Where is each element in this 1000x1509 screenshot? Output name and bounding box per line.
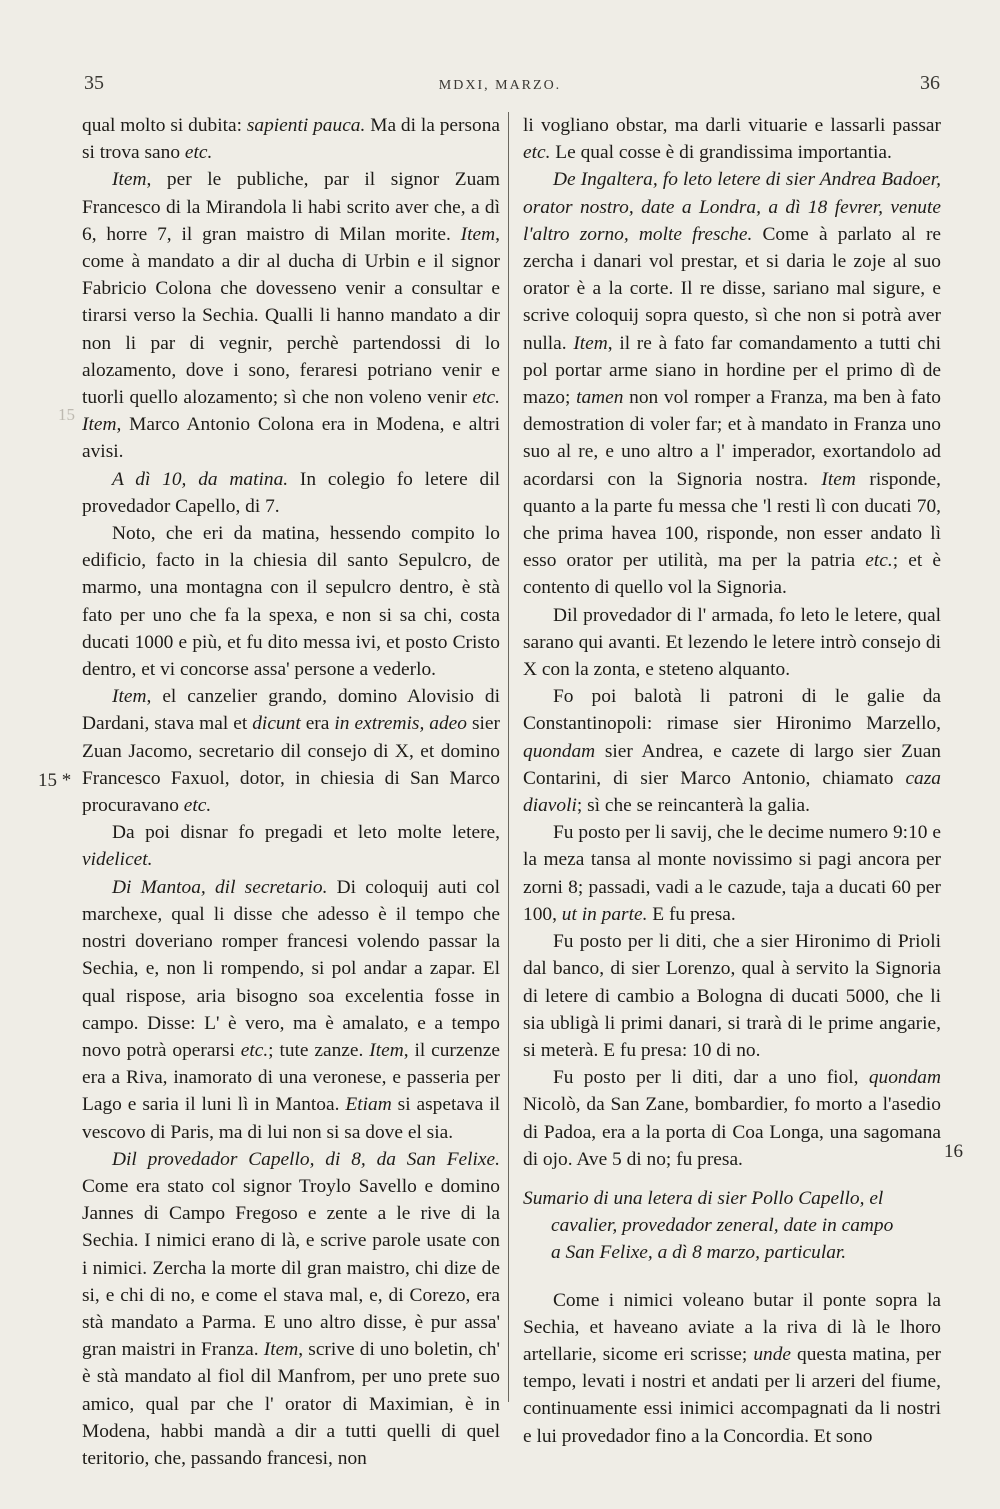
summary-heading-line-3: a San Felixe, a dì 8 marzo, particular. xyxy=(551,1242,847,1264)
paragraph: Item, per le publiche, par il signor Zuam Francesco di la Mirandola li habi scrito aver che, a dì 6, horre 7, il gran maistro di Milan morite. Item, come à mandato a dir al ducha di Urbin e il signor Fabricio Colona che dovesseno venir a consultar e tirarsi verso la Sechia. Qualli li hanno mandato a dir non li par di vegnir, perchè partendossi di lo alozamento, dove i sono, feraresi potriano venir e tuorli quello alozamento; sì che non voleno venir etc. Item, Marco Antonio Colona era in Modena, e altri avisi. xyxy=(82,169,500,463)
summary-heading-line-1: Sumario di una letera di sier Pollo Capello, el xyxy=(523,1187,884,1209)
column-divider xyxy=(508,112,509,1402)
margin-line-number: 15 xyxy=(58,405,75,424)
summary-heading-line-2: cavalier, provedador zeneral, date in campo xyxy=(551,1215,894,1237)
paragraph: De Ingaltera, fo leto letere di sier Andrea Badoer, orator nostro, date a Londra, a dì 18 fevrer, venute l'altro zorno, molte fresche. Come à parlato al re zercha i danari vol prestar, et si daria le zoje al suo orator è a la corte. Il re disse, sariano mal sigure, e scrive coloquij sopra questo, sì che non si potrà aver nulla. Item, il re à fato far comandamento a tutti chi pol portar arme siano in hordine per el primo dì de mazo; tamen non vol romper a Franza, ma ben à fato demostration di voler far; et à mandato in Franza uno suo al re, e uno altro a l' imperador, exortandolo ad acordarsi con la Signoria nostra. Item risponde, quanto a la parte fu messa che 'l resti lì con ducati 70, che prima havea 100, risponde, non esser andato lì esso orator per utilità, ma per la patria etc.; et è contento di quello vol la Signoria. xyxy=(523,169,942,599)
paragraph: Fu posto per li savij, che le decime numero 9:10 e la meza tansa al monte novissimo si pagi ancora per zorni 8; passadi, vadi a le cazude, taja a ducati 60 per 100, ut in parte. E fu presa. xyxy=(523,822,941,925)
page-number-left: 35 xyxy=(84,72,104,94)
left-column xyxy=(82,112,500,1472)
margin-marker-left: 15 * xyxy=(38,770,72,791)
summary-heading xyxy=(523,1185,941,1267)
paragraph: Dil provedador di l' armada, fo leto le letere, qual sarano qui avanti. Et lezendo le letere intrò consejo di X con la zonta, e steteno alquanto. xyxy=(523,604,941,681)
paragraph: A dì 10, da matina. In colegio fo letere dil provedador Capello, di 7. xyxy=(82,468,500,517)
paragraph: Fo poi balotà li patroni di le galie da Constantinopoli: rimase sier Hironimo Marzello, quondam sier Andrea, e cazete di largo sier Zuan Contarini, di sier Marco Antonio, chiamato caza diavoli; sì che se reincanterà la galia. xyxy=(523,686,941,817)
paragraph: Di Mantoa, dil secretario. Di coloquij auti col marchexe, qual li disse che adesso è il tempo che nostri doveriano romper francesi volendo passar la Sechia, e, non li rompendo, si pol andar a zapar. El qual rispose, aria bisogno soa excelentia fosse in campo. Disse: L' è vero, ma è amalato, e a tempo novo potrà operarsi etc.; tute zanze. Item, il curzenze era a Riva, inamorato di una veronese, e passeria per Lago e saria il luni lì in Mantoa. Etiam si aspetava il vescovo di Paris, ma di lui non si sa dove el sia. xyxy=(82,876,500,1143)
paragraph: Dil provedador Capello, di 8, da San Felixe. Come era stato col signor Troylo Savello e domino Jannes di Campo Fregoso e zente a le rive di la Sechia. I nimici erano di là, e scrive parole usate con i nimici. Zercha la morte dil gran maistro, chi dize de si, e chi di no, e come el stava mal, e, di Corezo, era stà mandato a Parma. E uno altro disse, è pur assa' gran maistri in Franza. Item, scrive di uno boletin, ch' è stà mandato al fiol dil Manfrom, per uno prete suo amico, qual par che l' orator di Maximian, è in Modena, habbi mandà a dir a tutti quelli di quel teritorio, che, passando francesi, non xyxy=(82,1148,500,1469)
running-title: MDXI, MARZO. xyxy=(438,78,562,93)
margin-marker-right: 16 xyxy=(944,1141,963,1162)
paragraph: Come i nimici voleano butar il ponte sopra la Sechia, et haveano aviate a la riva di là le lhoro artellarie, sicome eri scrisse; unde questa matina, per tempo, levati i nostri et andati per li arzeri del fiume, continuamente essi inimici accompagnati da li nostri e lui provedador fino a la Concordia. Et sono xyxy=(523,1289,942,1447)
paragraph: Fu posto per li diti, dar a uno fiol, quondam Nicolò, da San Zane, bombardier, fo morto a l'asedio di Padoa, era a la porta di Coa Longa, una sagomana di ojo. Ave 5 di no; fu presa. xyxy=(523,1067,941,1170)
paragraph: Da poi disnar fo pregadi et leto molte letere, videlicet. xyxy=(82,822,500,871)
right-column xyxy=(523,112,941,1450)
page-number-right: 36 xyxy=(920,72,940,94)
paragraph: li vogliano obstar, ma darli vituarie e lassarli passar etc. Le qual cosse è di grandissima importantia. xyxy=(523,115,941,164)
paragraph: Fu posto per li diti, che a sier Hironimo di Prioli dal banco, di sier Lorenzo, qual à servito la Signoria di letere di cambio a Bologna di ducati 5000, che li sia ubligà li primi danari, si trarà di le prime angarie, si meterà. E fu presa: 10 di no. xyxy=(523,931,941,1061)
paragraph: qual molto si dubita: sapienti pauca. Ma di la persona si trova sano etc. xyxy=(82,115,501,164)
paragraph: Noto, che eri da matina, hessendo compito lo edificio, facto in la chiesia dil santo Sepulcro, de marmo, una montagna con il sepulcro dentro, è stà fato per uno che fa la spexa, e non si sa chi, costa ducati 1000 e più, et fu dito messa ivi, et posto Cristo dentro, et vi concorse assa' persone a vederlo. xyxy=(82,523,500,681)
paragraph: Item, el canzelier grando, domino Alovisio di Dardani, stava mal et dicunt era in extremis, adeo sier Zuan Jacomo, secretario dil consejo di X, et domino Francesco Faxuol, dotor, in chiesia di San Marco procuravano etc. xyxy=(82,686,500,817)
